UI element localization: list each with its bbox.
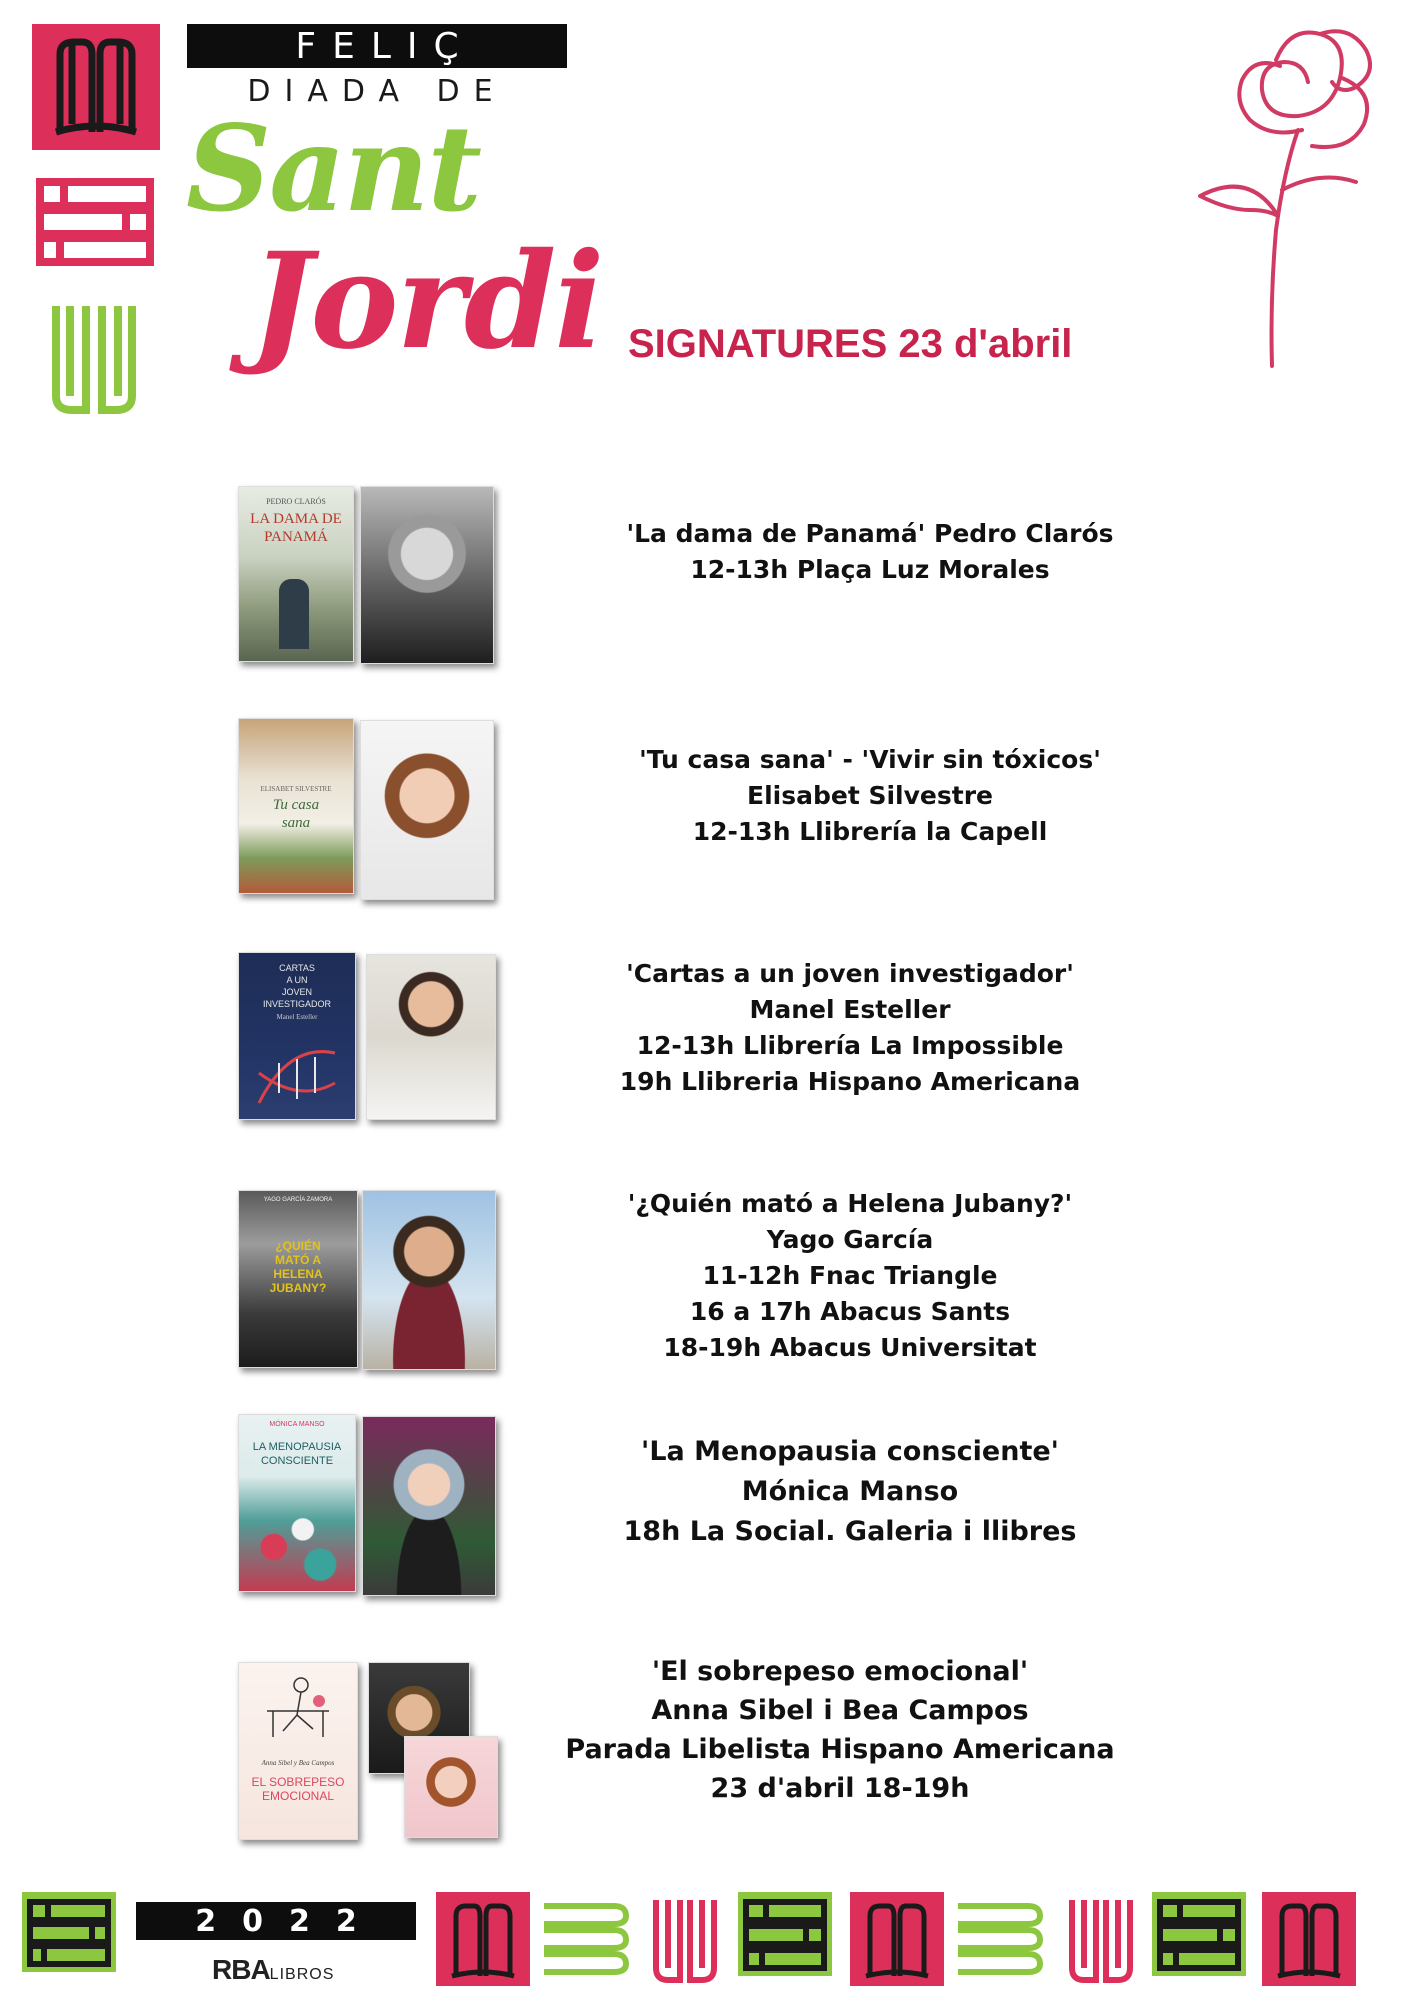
cover-title: ¿QUIÉN xyxy=(275,1239,321,1253)
cover-author: ELISABET SILVESTRE xyxy=(260,785,332,793)
entry-1-details xyxy=(580,516,1160,588)
cover-author: Manel Esteller xyxy=(276,1013,318,1021)
book-cover-tu-casa-sana xyxy=(238,718,354,894)
cover-title: PANAMÁ xyxy=(264,529,328,545)
pink-open-book-icon xyxy=(436,1892,530,1986)
entry-line: 18h La Social. Galeria i llibres xyxy=(623,1516,1077,1547)
pink-open-book-icon xyxy=(850,1892,944,1986)
entry-4-details xyxy=(560,1186,1140,1366)
book-cover-el-sobrepeso-emocional xyxy=(238,1662,358,1840)
green-stacked-books-icon xyxy=(1152,1892,1246,1976)
green-stacked-books-icon xyxy=(540,1900,630,1978)
publisher-logo xyxy=(212,1954,334,1986)
entry-line: '¿Quién mató a Helena Jubany?' xyxy=(627,1189,1073,1218)
author-photo xyxy=(360,486,494,664)
entry-3-details xyxy=(560,956,1140,1100)
entry-line: 18-19h Abacus Universitat xyxy=(663,1333,1037,1362)
author-photo xyxy=(362,1190,496,1370)
jordi-title: Jordi xyxy=(250,224,603,379)
author-photo xyxy=(360,720,494,900)
cover-title: LA DAMA DE xyxy=(250,511,342,527)
entry-line: 'Cartas a un joven investigador' xyxy=(626,959,1074,988)
entry-line: 12-13h Llibrería La Impossible xyxy=(636,1031,1064,1060)
entry-line: 23 d'abril 18-19h xyxy=(710,1773,970,1804)
entry-line: 11-12h Fnac Triangle xyxy=(702,1261,998,1290)
author-photo xyxy=(404,1736,498,1838)
cover-author: Anna Sibel y Bea Campos xyxy=(261,1759,335,1767)
cover-title: JUBANY? xyxy=(269,1281,327,1295)
book-cover-la-menopausia-consciente xyxy=(238,1414,356,1592)
entry-line: Anna Sibel i Bea Campos xyxy=(651,1695,1029,1726)
cover-title: JOVEN xyxy=(281,987,312,997)
entry-5-details xyxy=(560,1432,1140,1552)
entry-line: Mónica Manso xyxy=(741,1476,959,1507)
entry-line: Elisabet Silvestre xyxy=(747,781,993,810)
entry-line: 'El sobrepeso emocional' xyxy=(651,1656,1029,1687)
rose-icon xyxy=(1180,20,1396,376)
entry-line: Parada Libelista Hispano Americana xyxy=(565,1734,1115,1765)
entry-6-details xyxy=(540,1652,1140,1808)
cover-title: MATÓ A xyxy=(275,1253,321,1267)
pink-open-book-icon xyxy=(32,24,160,150)
green-stacked-books-icon xyxy=(22,1892,116,1972)
entry-line: 'La Menopausia consciente' xyxy=(641,1436,1059,1467)
sant-title: Sant xyxy=(186,99,480,238)
green-stacked-books-icon xyxy=(738,1892,832,1976)
green-stacked-books-icon xyxy=(954,1900,1044,1978)
cover-title: sana xyxy=(281,815,311,831)
diada-de-text: DIADA DE xyxy=(247,74,507,109)
pink-open-book-icon xyxy=(1262,1892,1356,1986)
book-cover-la-dama-de-panama xyxy=(238,486,354,662)
entry-line: 'Tu casa sana' - 'Vivir sin tóxicos' xyxy=(639,745,1101,774)
publisher-suffix: LIBROS xyxy=(269,1966,335,1983)
signatures-heading: SIGNATURES 23 d'abril xyxy=(628,322,1073,366)
cover-title: LA MENOPAUSIA xyxy=(252,1441,342,1453)
pink-open-book-icon xyxy=(650,1896,720,1986)
author-photo xyxy=(362,1416,496,1596)
author-photo xyxy=(366,954,496,1120)
cover-title: INVESTIGADOR xyxy=(262,999,331,1009)
cover-title: EL SOBREPESO xyxy=(251,1775,345,1789)
entry-line: 16 a 17h Abacus Sants xyxy=(689,1297,1011,1326)
green-open-book-icon xyxy=(48,300,140,418)
entry-line: Yago García xyxy=(766,1225,934,1254)
entry-line: 12-13h Plaça Luz Morales xyxy=(690,555,1050,584)
pink-stacked-books-icon xyxy=(36,176,154,268)
book-cover-cartas-a-un-joven-investigador xyxy=(238,952,356,1120)
cover-title: Tu casa xyxy=(272,797,320,813)
cover-title: EMOCIONAL xyxy=(261,1789,334,1803)
entry-2-details xyxy=(580,742,1160,850)
cover-title: CONSCIENTE xyxy=(260,1455,334,1467)
publisher-name: RBA xyxy=(212,1954,270,1985)
felic-banner: FELIÇ xyxy=(187,24,567,68)
cover-author: MÓNICA MANSO xyxy=(269,1421,325,1428)
cover-author: PEDRO CLARÓS xyxy=(266,497,326,506)
entry-line: 'La dama de Panamá' Pedro Clarós xyxy=(626,519,1114,548)
pink-open-book-icon xyxy=(1066,1896,1136,1986)
book-cover-quien-mato-a-helena-jubany xyxy=(238,1190,358,1368)
entry-line: 19h Llibreria Hispano Americana xyxy=(619,1067,1081,1096)
cover-title: A UN xyxy=(286,975,308,985)
cover-author: YAGO GARCÍA ZAMORA xyxy=(263,1197,333,1203)
entry-line: Manel Esteller xyxy=(749,995,951,1024)
entry-line: 12-13h Llibrería la Capell xyxy=(692,817,1048,846)
year-banner: 2022 xyxy=(136,1902,416,1940)
cover-title: CARTAS xyxy=(279,963,315,973)
cover-title: HELENA xyxy=(273,1267,323,1281)
